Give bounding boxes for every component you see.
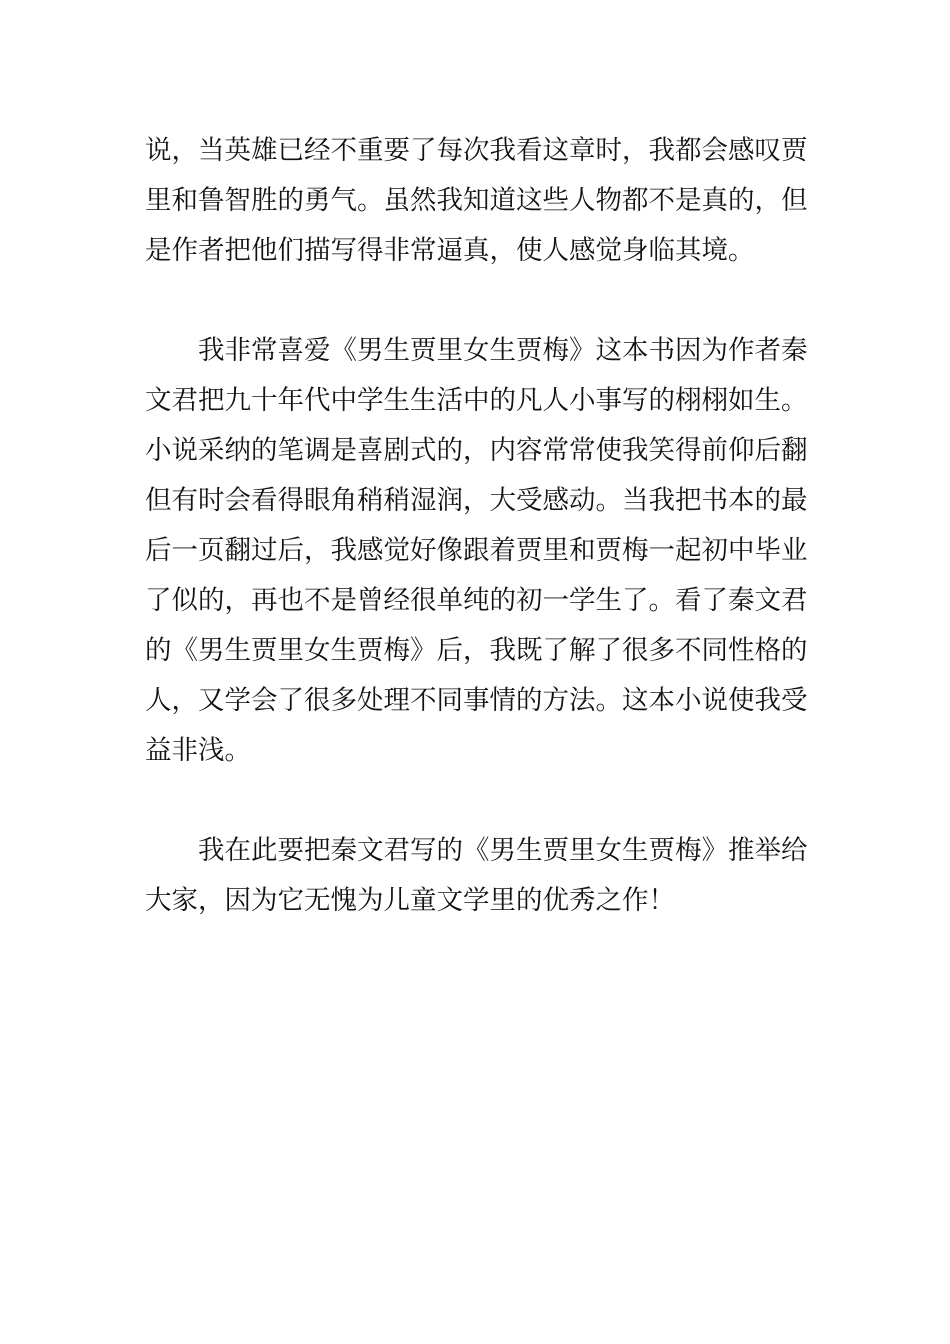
- text-line-indented: 我在此要把秦文君写的《男生贾里女生贾梅》推举给: [198, 835, 808, 866]
- text-line: 但有时会看得眼角稍稍湿润，大受感动。当我把书本的最: [145, 485, 808, 516]
- text-line: 益非浅。: [145, 735, 251, 766]
- text-line: 了似的，再也不是曾经很单纯的初一学生了。看了秦文君: [145, 585, 808, 616]
- text-line: 的《男生贾里女生贾梅》后，我既了解了很多不同性格的: [145, 635, 808, 666]
- text-line: 后一页翻过后，我感觉好像跟着贾里和贾梅一起初中毕业: [145, 535, 808, 566]
- text-line-indented: 我非常喜爱《男生贾里女生贾梅》这本书因为作者秦: [198, 335, 808, 366]
- text-line: 人，又学会了很多处理不同事情的方法。这本小说使我受: [145, 685, 808, 716]
- paragraph-recommendation: [145, 826, 810, 926]
- paragraph-continuation: [145, 126, 810, 276]
- text-line: 文君把九十年代中学生生活中的凡人小事写的栩栩如生。: [145, 385, 808, 416]
- paragraph-book-review: [145, 326, 810, 776]
- text-line: 小说采纳的笔调是喜剧式的，内容常常使我笑得前仰后翻: [145, 435, 808, 466]
- text-line: 说，当英雄已经不重要了每次我看这章时，我都会感叹贾: [145, 135, 808, 166]
- text-line: 大家，因为它无愧为儿童文学里的优秀之作！: [145, 885, 675, 916]
- text-line: 是作者把他们描写得非常逼真，使人感觉身临其境。: [145, 235, 755, 266]
- text-line: 里和鲁智胜的勇气。虽然我知道这些人物都不是真的，但: [145, 185, 808, 216]
